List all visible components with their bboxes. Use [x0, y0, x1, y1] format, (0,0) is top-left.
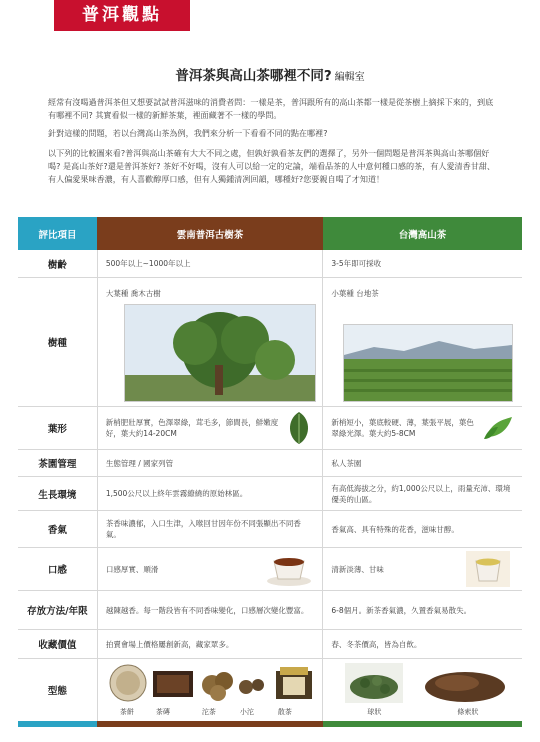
- title-text: 普洱茶與高山茶哪裡不同?: [175, 68, 332, 84]
- puer-cell: [98, 548, 324, 590]
- form-label-ball: 球狀: [367, 708, 382, 716]
- header-gaoshan: 台灣高山茶: [323, 217, 522, 250]
- table-row: [18, 450, 522, 477]
- form-label-tuo: 沱茶: [201, 708, 216, 716]
- form-label-brick: 茶磚: [155, 708, 170, 716]
- gaoshan-cell: 春、冬茶價高，皆為自飲。: [331, 639, 422, 649]
- gaoshan-cell: 有高低海拔之分，約1,000公尺以上，雨量充沛、環境優美的山區。: [331, 483, 511, 504]
- puer-forms-cell: [98, 659, 324, 721]
- table-footer-bar: [18, 721, 522, 727]
- puer-cell: 茶香味濃郁，入口生津，入喉回甘因年份不同張顯出不同香氣。: [98, 511, 324, 547]
- gaoshan-taste-text: 清新淡薄、甘味: [331, 564, 384, 574]
- gaoshan-cell: 3-5年即可採收: [331, 259, 382, 268]
- table-row: [18, 659, 522, 721]
- oolong-tea-cup-icon: [466, 551, 510, 587]
- table-row: [18, 278, 522, 407]
- table-row: [18, 407, 522, 450]
- puer-cell: 越陳越香。每一階段皆有不同香味變化，口感層次變化豐富。: [98, 591, 324, 629]
- table-header: [18, 217, 522, 250]
- gaoshan-cell: 6-8個月。新茶香氣濃，久置香氣易散失。: [331, 605, 472, 615]
- intro-paragraph-2: 針對這樣的問題，若以台灣高山茶為例，我們來分析一下看看不同的點在哪裡?: [48, 128, 328, 138]
- row-label: 茶園管理: [18, 450, 98, 476]
- form-label-strip: 條索狀: [457, 708, 479, 716]
- gaoshan-cell: [323, 548, 522, 590]
- puer-cell: [98, 407, 324, 449]
- puer-leaf-text: 新梢肥壯厚實，色澤翠綠，茸毛多，節間長，鮮嫩度好，葉大約14-20CM: [105, 418, 279, 438]
- gaoshan-cell: 私人茶園: [331, 458, 362, 468]
- comparison-table: [18, 217, 522, 727]
- header-item: 評比項目: [18, 217, 97, 250]
- row-label: 樹種: [18, 278, 98, 406]
- title-author: 編輯室: [334, 72, 365, 83]
- table-row: [18, 250, 522, 278]
- puer-tea-cup-icon: [266, 551, 312, 587]
- form-label-cake: 茶餅: [119, 708, 134, 716]
- puer-taste-text: 口感厚實、順滑: [105, 564, 159, 574]
- form-label-loose: 散茶: [277, 708, 292, 716]
- intro-paragraph-1: 經常有沒喝過普洱茶但又想要試試普洱滋味的消費者問：一樣是茶，普洱跟所有的高山茶都一樣是從茶樹上摘採下來的，到底有哪裡不同? 其實看似一樣的新鮮茶葉，裡面藏著不一樣的學問。: [48, 97, 494, 120]
- table-row: [18, 477, 522, 511]
- puer-cell: 拍賣會場上價格屢創新高，藏家眾多。: [98, 630, 324, 658]
- large-leaf-icon: [284, 410, 314, 446]
- small-leaf-icon: [482, 413, 514, 443]
- row-label: 葉形: [18, 407, 98, 449]
- header-puer: 雲南普洱古樹茶: [97, 217, 323, 250]
- row-label: 口感: [18, 548, 98, 590]
- puer-forms-images: [108, 663, 320, 705]
- gaoshan-cell: [323, 407, 522, 449]
- row-label: 收藏價值: [18, 630, 98, 658]
- table-row: [18, 511, 522, 548]
- section-banner: 普洱觀點: [54, 0, 190, 31]
- gaoshan-tree-label: 小葉種 台地茶: [331, 289, 379, 298]
- gaoshan-cell: 香氣高、具有特殊的花香，滋味甘醇。: [331, 524, 459, 534]
- gaoshan-leaf-text: 新梢短小，葉底較硬、薄，葉張平展，葉色翠綠光澤。葉大約5-8CM: [331, 418, 474, 438]
- row-label: 型態: [18, 659, 98, 721]
- tea-plantation-photo: [343, 324, 513, 402]
- form-label-small-tuo: 小沱: [239, 708, 254, 716]
- gaoshan-forms-cell: [323, 659, 522, 721]
- page-title: [0, 64, 540, 84]
- puer-cell: [98, 278, 324, 406]
- puer-cell: 1,500公尺以上終年雲霧繚繞的原始林區。: [98, 477, 324, 510]
- row-label: 香氣: [18, 511, 98, 547]
- row-label: 樹齡: [18, 250, 98, 277]
- row-label: 生長環境: [18, 477, 98, 510]
- intro-paragraph-3: 以下列的比較圖來看?普洱與高山茶確有大大不同之處，但孰好孰看茶友們的選擇了，另外一個問題是普洱茶與高山茶哪個好喝? 是高山茶好?還是普洱茶好? 茶好不好喝，沒有人可以給一定的定論，端看品茶的人中意何種口感的茶，有人愛清香甘甜、有人偏愛果味香濃，有人喜歡醇厚口感，但有人獨鍾清冽回韻，哪種好?您要親自喝了才知道！: [48, 148, 496, 184]
- puer-cell: 生態管理 / 國家列管: [98, 450, 324, 476]
- puer-cell: 500年以上~1000年以上: [98, 250, 324, 277]
- old-tea-tree-photo: [124, 304, 316, 402]
- table-row: [18, 591, 522, 630]
- table-row: [18, 548, 522, 591]
- gaoshan-cell: [323, 278, 522, 406]
- row-label: 存放方法/年限: [18, 591, 98, 629]
- gaoshan-forms-images: [345, 663, 515, 705]
- table-row: [18, 630, 522, 659]
- puer-tree-label: 大葉種 喬木古樹: [105, 289, 161, 298]
